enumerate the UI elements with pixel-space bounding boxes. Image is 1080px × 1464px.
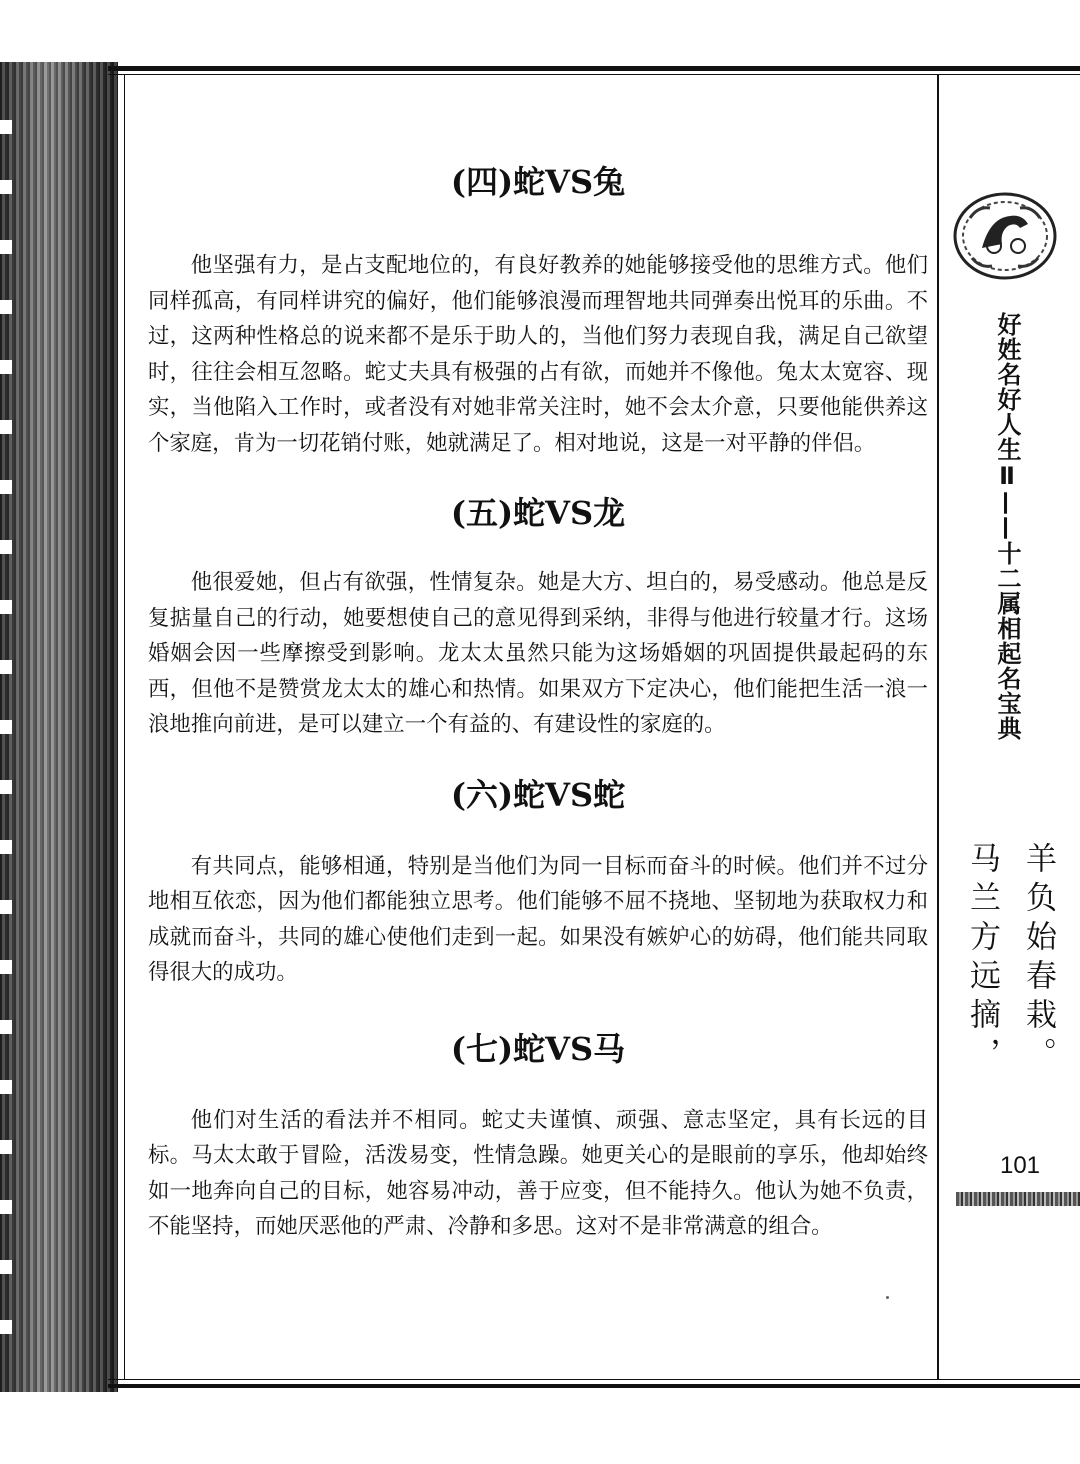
binding-hole — [0, 540, 12, 554]
binding-hole — [0, 420, 12, 434]
top-rule — [108, 66, 1080, 71]
poem-line-2: 马兰方远摘， — [964, 842, 1000, 1076]
binding-hole — [0, 1320, 12, 1334]
section-title-rabbit: (四)蛇VS兔 — [450, 163, 626, 201]
section-paragraph-dragon: 他很爱她，但占有欲强，性情复杂。她是大方、坦白的，易受感动。他总是反复掂量自己的行动，她要想使自己的意见得到采纳，非得与他进行较量才行。这场婚姻会因一些摩擦受到影响。龙太太虽然只能为这场婚姻的巩固提供最起码的东西，但他不是赞赏龙太太的雄心和热情。如果双方下定决心，他们能把生活一浪一浪地推向前进，是可以建立一个有益的、有建设性的家庭的。 — [148, 570, 928, 737]
section-paragraph-horse: 他们对生活的看法并不相同。蛇丈夫谨慎、顽强、意志坚定，具有长远的目标。马太太敢于冒险，活泼易变，性情急躁。她更关心的是眼前的享乐，他却始终如一地奔向自己的目标，她容易冲动，善于应变，但不能持久。他认为她不负责，不能坚持，而她厌恶他的严肃、冷静和多思。这对不是非常满意的组合。 — [148, 1107, 928, 1239]
binding-holes — [0, 62, 14, 1392]
binding-hole — [0, 960, 12, 974]
poem-line-1: 羊负始春栽。 — [1020, 842, 1056, 1076]
binding-hole — [0, 660, 12, 674]
binding-hole — [0, 240, 12, 254]
section-paragraph-rabbit: 他坚强有力，是占支配地位的，有良好教养的她能够接受他的思维方式。他们同样孤高，有同样讲究的偏好，他们能够浪漫而理智地共同弹奏出悦耳的乐曲。不过，这两种性格总的说来都不是乐于助人的，当他们努力表现自我，满足自己欲望时，往往会相互忽略。蛇丈夫具有极强的占有欲，而她并不像他。兔太太宽容、现实，当他陷入工作时，或者没有对她非常关注时，她不会太介意，只要他能供养这个家庭，肯为一切花销付账，她就满足了。相对地说，这是一对平静的伴侣。 — [148, 253, 928, 456]
binding-hole — [0, 1080, 12, 1094]
section-paragraph-snake: 有共同点，能够相通，特别是当他们为同一目标而奋斗的时候。他们并不过分地相互依恋，因为他们都能独立思考。他们能够不屈不挠地、坚韧地为获取权力和成就而奋斗，共同的雄心使他们走到一起。如果没有嫉妒心的妨碍，他们能共同取得很大的成功。 — [148, 853, 928, 985]
binding-hole — [0, 1140, 12, 1154]
binding-decoration — [0, 62, 118, 1392]
binding-hole — [0, 1260, 12, 1274]
binding-hole — [0, 900, 12, 914]
binding-hole — [0, 300, 12, 314]
section-title-horse: (七)蛇VS马 — [450, 1029, 626, 1068]
binding-hole — [0, 360, 12, 374]
binding-hole — [0, 780, 12, 794]
binding-hole — [0, 180, 12, 194]
section-title-dragon: (五)蛇VS龙 — [450, 494, 626, 532]
binding-hole — [0, 1200, 12, 1214]
page-number: 101 — [999, 1152, 1041, 1179]
binding-hole — [0, 480, 12, 494]
main-content — [148, 140, 928, 1245]
binding-hole — [0, 120, 12, 134]
bottom-rule-thin — [108, 1379, 1080, 1380]
bottom-rule — [108, 1384, 1080, 1388]
speck — [886, 1296, 889, 1299]
page-number-bar — [956, 1192, 1080, 1206]
binding-hole — [0, 720, 12, 734]
book-title: 好姓名好人生Ⅱ——十二属相起名宝典 — [993, 312, 1021, 741]
binding-hole — [0, 840, 12, 854]
binding-hole — [0, 1020, 12, 1034]
right-rule — [937, 74, 939, 1380]
left-rule — [124, 74, 125, 1380]
binding-hole — [0, 600, 12, 614]
top-rule-thin — [108, 74, 1080, 75]
horse-seal-icon — [950, 188, 1060, 284]
section-title-snake: (六)蛇VS蛇 — [450, 775, 626, 814]
